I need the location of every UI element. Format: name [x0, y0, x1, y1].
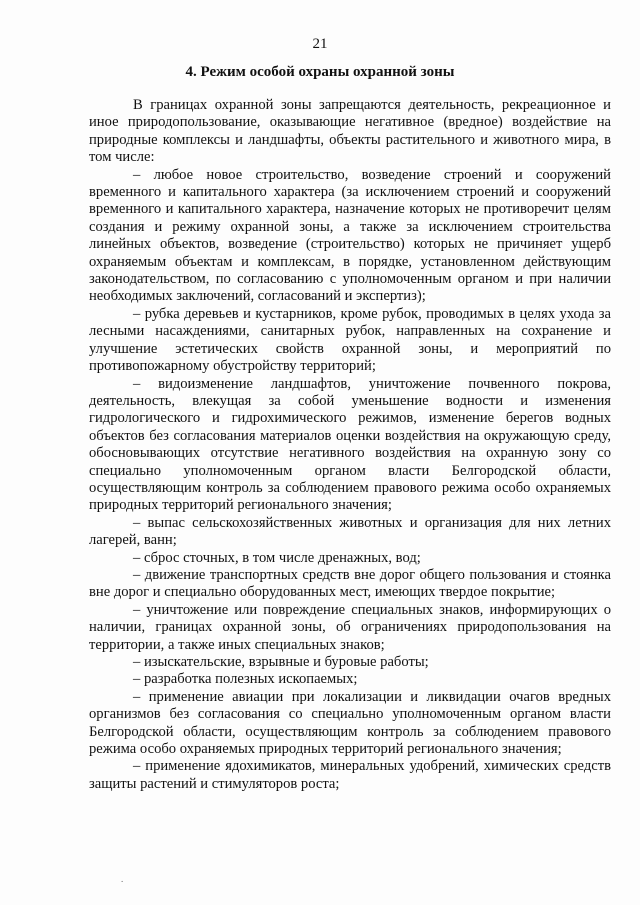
list-item: – рубка деревьев и кустарников, кроме рубок, проводимых в целях ухода за лесными насаждениями, санитарных рубок, направленных на сохранение и улучшение эстетических свойств охранной зоны, и мероприятий по противопожарному обустройству территорий;	[89, 305, 611, 375]
list-item: – движение транспортных средств вне дорог общего пользования и стоянка вне дорог и специально оборудованных мест, имеющих твердое покрытие;	[89, 566, 611, 601]
list-item: – уничтожение или повреждение специальных знаков, информирующих о наличии, границах охранной зоны, об ограничениях природопользования на территории, а также иных специальных знаков;	[89, 601, 611, 653]
list-item: – выпас сельскохозяйственных животных и организация для них летних лагерей, ванн;	[89, 514, 611, 549]
list-item: – изыскательские, взрывные и буровые работы;	[133, 654, 429, 670]
body-text	[89, 97, 611, 793]
list-item: – разработка полезных ископаемых;	[133, 671, 358, 688]
list-item: – видоизменение ландшафтов, уничтожение почвенного покрова, деятельность, влекущая за собой уменьшение водности и изменения гидрологического и гидрохимического режимов, изменение берегов водных объектов без согласования материалов оценки воздействия на окружающую среду, обосновывающих отсутствие негативного воздействия на охранную зону со специально уполномоченным органом власти Белгородской области, осуществляющим контроль за соблюдением правового режима особо охраняемых природных территорий регионального значения;	[89, 375, 611, 514]
list-item: – сброс сточных, в том числе дренажных, вод;	[133, 549, 421, 566]
paragraph-intro: В границах охранной зоны запрещаются деятельность, рекреационное и иное природопользование, оказывающие негативное (вредное) воздействие на природные комплексы и ландшафты, объекты растительного и животного мира, в том числе:	[89, 97, 611, 166]
footer-mark: .	[121, 874, 124, 884]
section-title: 4. Режим особой охраны охранной зоны	[185, 64, 455, 80]
list-item: – применение авиации при локализации и ликвидации очагов вредных организмов без согласования со специально уполномоченным органом власти Белгородской области, осуществляющим контроль за соблюдением правового режима особо охраняемых природных территорий регионального значения;	[89, 688, 611, 758]
page-number: 21	[312, 36, 328, 52]
list-item: – применение ядохимикатов, минеральных удобрений, химических средств защиты растений и стимуляторов роста;	[89, 758, 611, 792]
list-item: – любое новое строительство, возведение строений и сооружений временного и капитального характера (за исключением строений и сооружений временного и капитального характера, назначение которых не противоречит целям создания и режиму охранной зоны, а также за исключением строительства линейных объектов, возведение (строительство) которых не причиняет ущерб охраняемым объектам и комплексам, в порядке, установленном действующим законодательством, по согласованию с уполномоченным органом и при наличии необходимых заключений, согласований и экспертиз);	[89, 166, 611, 305]
